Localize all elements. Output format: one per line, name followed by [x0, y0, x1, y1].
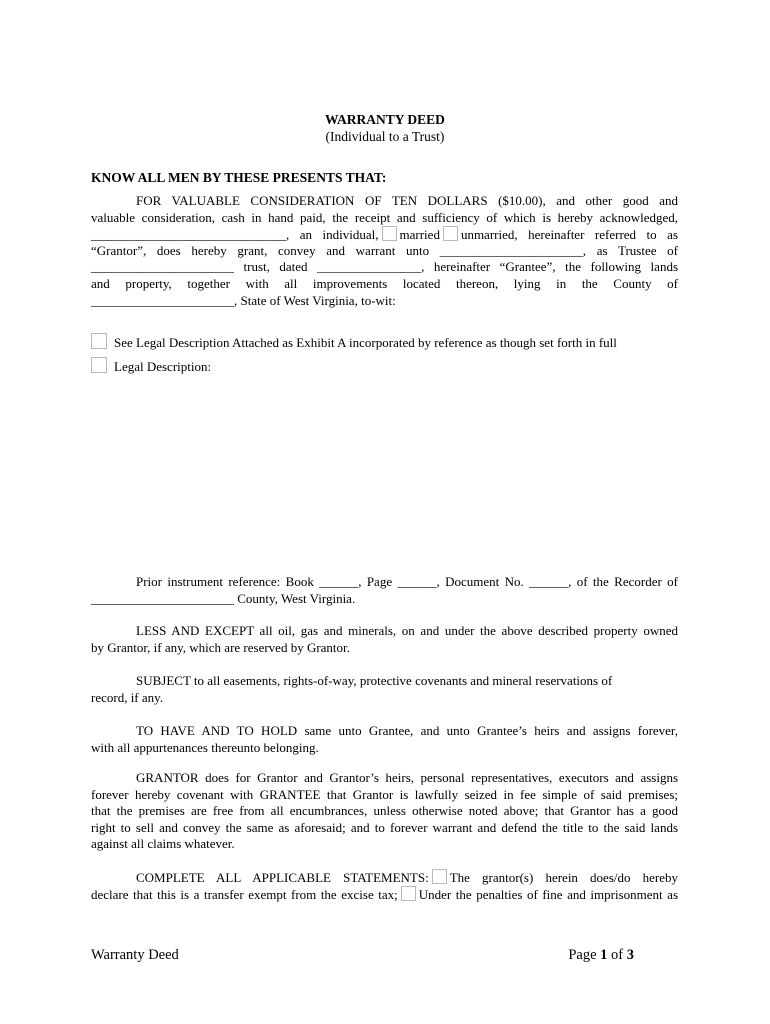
page-word: Page	[568, 947, 597, 963]
grantor-line	[91, 226, 678, 243]
text-line: Prior instrument reference: Book ______, Page ______, Document No. ______, of the Recorder of	[136, 574, 678, 589]
statements-line	[91, 869, 678, 886]
exhibit-label: See Legal Description Attached as Exhibit A incorporated by reference as though set forth in full	[114, 335, 617, 350]
text-line: that the premises are free from all encumbrances, unless otherwise noted above; that Grantor has a good	[91, 803, 678, 819]
text-line: ______________________ trust, dated ________________, hereinafter “Grantee”, the following lands	[91, 259, 678, 275]
legal-description-option	[91, 357, 211, 376]
document-title: WARRANTY DEED	[325, 112, 445, 127]
grantor-name-blank: ______________________________, an individual,	[91, 227, 379, 243]
text-line: LESS AND EXCEPT all oil, gas and minerals, on and under the above described property owned	[136, 623, 678, 638]
text-line: forever hereby covenant with GRANTEE that Grantor is lawfully seized in fee simple of said premises;	[91, 786, 678, 802]
exempt-declaration-continued: declare that this is a transfer exempt from the excise tax;	[91, 886, 398, 902]
prior-instrument-paragraph	[91, 574, 678, 607]
text-line: TO HAVE AND TO HOLD same unto Grantee, and unto Grantee’s heirs and assigns forever,	[136, 723, 678, 738]
section-heading: KNOW ALL MEN BY THESE PRESENTS THAT:	[91, 170, 387, 185]
current-page: 1	[600, 947, 608, 963]
footer-page-number	[568, 947, 634, 964]
statements-heading: COMPLETE ALL APPLICABLE STATEMENTS:	[136, 870, 429, 885]
married-label: married	[399, 227, 440, 243]
exhibit-option	[91, 333, 617, 352]
covenant-paragraph	[91, 770, 678, 853]
exempt-declaration-text: The grantor(s) herein does/do hereby	[449, 870, 678, 885]
exhibit-checkbox[interactable]	[91, 333, 107, 349]
penalties-checkbox[interactable]	[401, 886, 416, 901]
legal-description-label: Legal Description:	[114, 359, 212, 374]
footer-document-name: Warranty Deed	[91, 947, 179, 963]
document-subtitle: (Individual to a Trust)	[325, 129, 445, 144]
subject-to-paragraph	[91, 673, 678, 706]
unmarried-label: unmarried, hereinafter referred to as	[460, 227, 678, 243]
statements-paragraph	[91, 869, 678, 902]
text-line: FOR VALUABLE CONSIDERATION OF TEN DOLLARS ($10.00), and other good and	[136, 193, 678, 208]
text-line: and property, together with all improvements located thereon, lying in the County of	[91, 275, 678, 291]
of-word: of	[611, 947, 624, 963]
less-except-paragraph	[91, 623, 678, 656]
text-line: against all claims whatever.	[91, 836, 235, 852]
text-line: by Grantor, if any, which are reserved by Grantor.	[91, 639, 350, 655]
text-line: SUBJECT to all easements, rights-of-way, protective covenants and mineral reservations of	[136, 673, 613, 688]
text-line: record, if any.	[91, 689, 164, 705]
consideration-paragraph	[91, 193, 678, 309]
text-line: right to sell and convey the same as aforesaid; and to forever warrant and defend the title to the said lands	[91, 819, 678, 835]
penalties-text: Under the penalties of fine and imprisonment as	[418, 886, 678, 902]
statements-line	[91, 886, 678, 903]
text-line: GRANTOR does for Grantor and Grantor’s heirs, personal representatives, executors and assigns	[136, 770, 678, 785]
text-line: ______________________ County, West Virginia.	[91, 590, 356, 606]
text-line: ______________________, State of West Virginia, to-wit:	[91, 292, 396, 308]
text-line: “Grantor”, does hereby grant, convey and warrant unto ______________________, as Trustee of	[91, 242, 678, 258]
exempt-declaration-checkbox[interactable]	[432, 869, 447, 884]
habendum-paragraph	[91, 723, 678, 756]
married-checkbox[interactable]	[382, 226, 397, 241]
unmarried-checkbox[interactable]	[443, 226, 458, 241]
legal-description-checkbox[interactable]	[91, 357, 107, 373]
text-line: with all appurtenances thereunto belonging.	[91, 739, 319, 755]
text-line: valuable consideration, cash in hand paid, the receipt and sufficiency of which is hereby acknowledged,	[91, 209, 678, 225]
total-pages: 3	[626, 947, 634, 963]
